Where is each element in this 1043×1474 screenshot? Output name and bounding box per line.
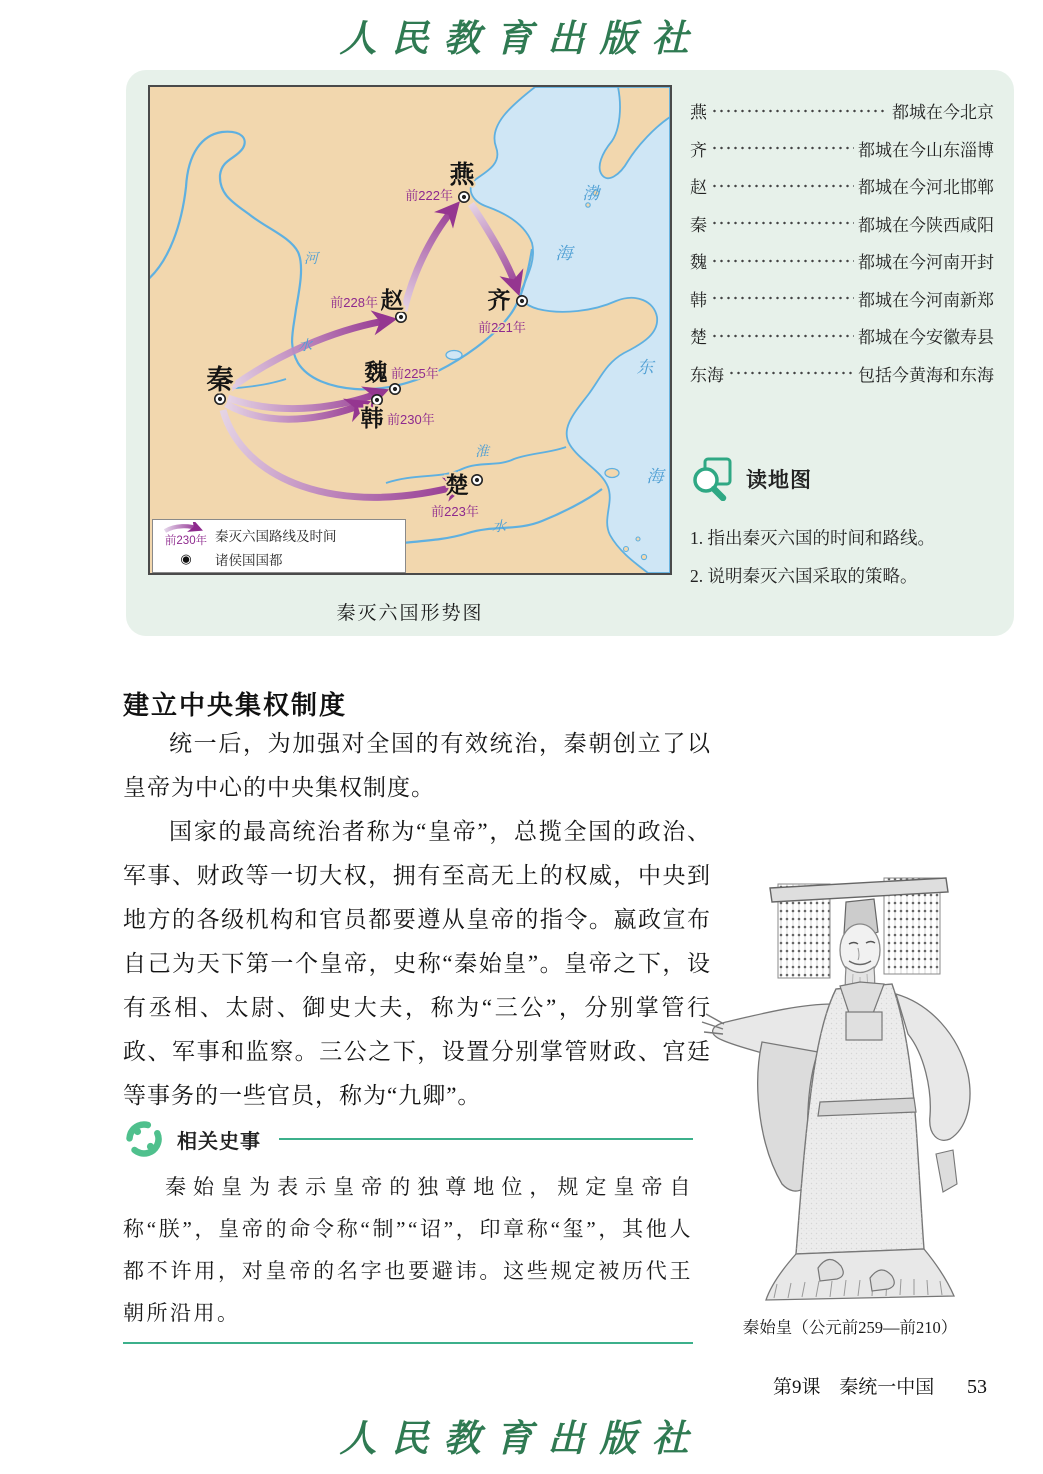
year-chu: 前223年 [431, 504, 479, 519]
legend-route-symbol [157, 522, 215, 548]
green-rule [279, 1138, 693, 1140]
interlocked-rings-icon [123, 1118, 165, 1160]
state-label-qi: 齐 [487, 288, 511, 313]
capital-list-item [690, 130, 994, 168]
capital-yan [459, 192, 469, 202]
capital-desc: 都城在今安徽寿县 [858, 328, 994, 348]
capital-state: 秦 [690, 215, 707, 235]
capital-marker-icon: ◉ [180, 551, 192, 566]
capital-list-item [690, 317, 994, 355]
body-paragraphs [123, 722, 711, 1118]
dotted-leader [711, 141, 854, 155]
capital-zhao [396, 312, 406, 322]
river-label-shui2: 水 [492, 520, 506, 535]
footer-page-number: 53 [967, 1376, 987, 1398]
capital-list-item [690, 205, 994, 243]
state-label-han: 韩 [360, 406, 384, 431]
year-han: 前230年 [387, 412, 435, 427]
related-history-text: 秦始皇为表示皇帝的独尊地位，规定皇帝自称“朕”，皇帝的命令称“制”“诏”，印章称“玺”，其他人都不许用，对皇帝的名字也要避讳。这些规定被历代王朝所沿用。 [123, 1175, 693, 1325]
map-panel [126, 70, 1014, 636]
state-label-wei: 魏 [364, 360, 388, 385]
portrait-drawing [700, 852, 1005, 1304]
capital-list-item [690, 280, 994, 318]
capital-list-item [690, 355, 994, 393]
capital-desc: 都城在今河南开封 [858, 253, 994, 273]
legend-route-label: 秦灭六国路线及时间 [215, 528, 337, 544]
capital-state: 齐 [690, 140, 707, 160]
island [624, 547, 629, 552]
route-arrow-icon [163, 522, 209, 535]
read-map-item-2: 2. 说明秦灭六国采取的策略。 [690, 566, 918, 586]
chest-panel [846, 1012, 882, 1040]
capital-desc: 都城在今河北邯郸 [858, 178, 994, 198]
dotted-leader [711, 329, 854, 343]
dotted-leader [728, 366, 854, 380]
dotted-leader [711, 254, 854, 268]
island [636, 537, 640, 541]
capital-state: 楚 [690, 328, 707, 348]
read-map-item-1: 1. 指出秦灭六国的时间和路线。 [690, 528, 935, 548]
state-label-qin: 秦 [206, 365, 234, 395]
capital-state: 韩 [690, 290, 707, 310]
river-label-shui1: 水 [298, 339, 312, 354]
capital-wei [390, 384, 400, 394]
sea-label-hai-bo: 海 [555, 244, 573, 263]
sea-label-hai-dong: 海 [646, 467, 664, 486]
related-history-box [123, 1118, 693, 1344]
related-history-title: 相关史事 [177, 1130, 261, 1153]
island [605, 469, 619, 478]
qinshihuang-portrait [700, 852, 1005, 1304]
lake [446, 351, 462, 360]
capital-list-item [690, 92, 994, 130]
capital-han [372, 395, 382, 405]
magnifier-square-icon [690, 456, 734, 501]
read-map-items [690, 519, 994, 595]
dotted-leader [711, 291, 854, 305]
publisher-logo-bottom: 人民教育出版社 [339, 1416, 704, 1460]
capital-list-item [690, 242, 994, 280]
map-legend-box [152, 519, 406, 573]
footer-lesson: 第9课 [772, 1377, 821, 1398]
ribbon [936, 1150, 957, 1192]
river-label-he: 河 [304, 252, 318, 267]
year-qi: 前221年 [478, 320, 526, 335]
map-title: 秦灭六国形势图 [336, 603, 484, 624]
capital-chu [472, 475, 482, 485]
capital-desc: 都城在今河南新郑 [858, 290, 994, 310]
sea-label-dong: 东 [636, 358, 654, 377]
sea-label-bo: 渤 [582, 184, 600, 203]
section-heading: 建立中央集权制度 [123, 690, 348, 720]
capital-desc: 都城在今陕西咸阳 [858, 215, 994, 235]
skirt [766, 1249, 954, 1300]
capital-list-item [690, 167, 994, 205]
state-label-zhao: 赵 [380, 288, 404, 313]
green-rule-bottom [123, 1342, 693, 1344]
map-of-qin-conquest [148, 85, 672, 575]
read-map-header [690, 456, 994, 501]
dotted-leader [711, 179, 854, 193]
capital-state: 燕 [690, 103, 707, 123]
capital-desc: 包括今黄海和东海 [858, 365, 994, 385]
dotted-leader [711, 216, 854, 230]
year-zhao: 前228年 [330, 295, 378, 310]
legend-route-year: 前230年 [164, 535, 208, 547]
paragraph-2: 国家的最高统治者称为“皇帝”，总揽全国的政治、军事、财政等一切大权，拥有至高无上的权威，中央到地方的各级机构和官员都要遵从皇帝的指令。嬴政宣布自己为天下第一个皇帝，史称“秦始皇”。皇帝之下，设有丞相、太尉、御史大夫，称为“三公”，分别掌管行政、军事和监察。三公之下，设置分别掌管财政、宫廷等事务的一些官员，称为“九卿”。 [123, 819, 711, 1108]
capital-desc: 都城在今山东淄博 [858, 140, 994, 160]
year-yan: 前222年 [405, 188, 453, 203]
capital-desc: 都城在今北京 [892, 103, 994, 123]
capital-state: 东海 [690, 365, 724, 385]
dotted-leader [711, 104, 888, 118]
capital-state: 魏 [690, 253, 707, 273]
island [641, 554, 646, 559]
map-canvas [150, 87, 670, 573]
paragraph-1: 统一后，为加强对全国的有效统治，秦朝创立了以皇帝为中心的中央集权制度。 [123, 731, 711, 800]
legend-capital-row [157, 549, 401, 569]
panel-side-column [690, 92, 994, 595]
river-label-huai: 淮 [475, 445, 489, 460]
related-history-header [123, 1118, 693, 1160]
footer-lesson-title: 秦统一中国 [839, 1377, 935, 1398]
portrait-caption: 秦始皇（公元前259—前210） [742, 1318, 958, 1337]
publisher-logo-top: 人民教育出版社 [339, 16, 704, 60]
island [586, 203, 590, 207]
capital-state: 赵 [690, 178, 707, 198]
state-label-chu: 楚 [445, 473, 469, 498]
legend-capital-label: 诸侯国国都 [215, 552, 283, 568]
capital-qi [517, 296, 527, 306]
state-label-yan: 燕 [449, 162, 475, 189]
capital-qin [215, 394, 225, 404]
page-footer [773, 1372, 987, 1399]
legend-route-row [157, 522, 401, 548]
year-wei: 前225年 [391, 366, 439, 381]
read-map-title: 读地图 [746, 468, 812, 492]
